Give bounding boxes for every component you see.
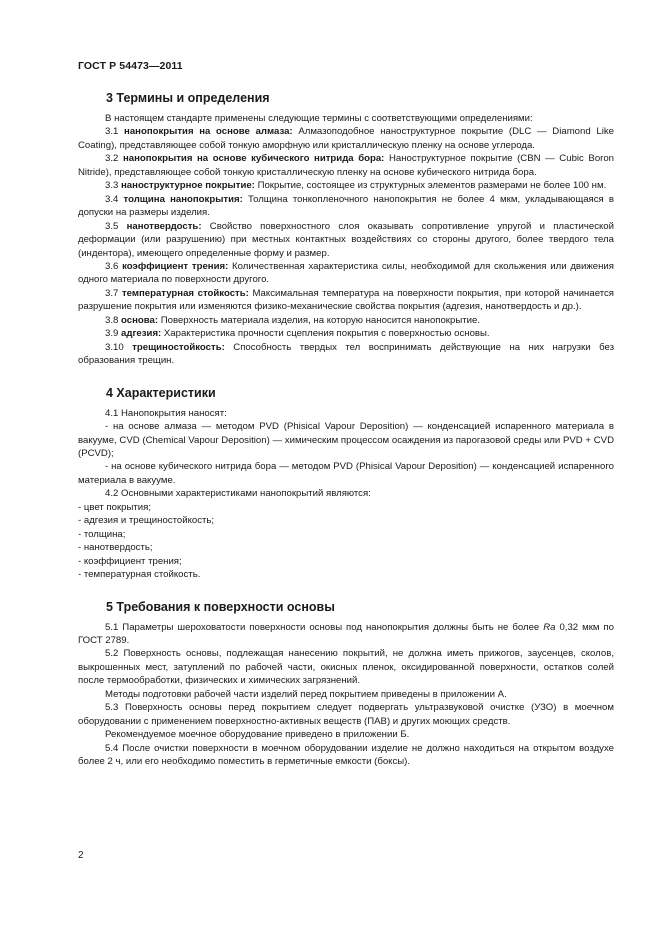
term-number: 3.1 bbox=[105, 126, 119, 138]
section-title: 4 Характеристики bbox=[106, 385, 216, 400]
term-name: толщина нанопокрытия: bbox=[123, 193, 243, 205]
term-definition bbox=[78, 287, 614, 314]
section-characteristics bbox=[78, 386, 614, 582]
term-definition bbox=[78, 125, 614, 152]
term-name: основа: bbox=[121, 314, 159, 326]
term-definition bbox=[78, 193, 614, 220]
term-name: наноструктурное покрытие: bbox=[121, 180, 255, 192]
term-text: Свойство поверхностного слоя оказывать сопротивление упругой и пластической деформации (или разрушению) при местных контактных воздействиях со стороны другого, более твердого тела (индентора), имеющего определенные форму и размер. bbox=[78, 220, 614, 259]
term-number: 3.6 bbox=[105, 260, 119, 272]
term-name: коэффициент трения: bbox=[122, 260, 229, 272]
term-name: нанотвердость: bbox=[126, 220, 202, 232]
paragraph: В настоящем стандарте применены следующие термины с соответствующими определениями: bbox=[105, 113, 533, 124]
list-item: - на основе кубического нитрида бора — методом PVD (Phisical Vapour Deposition) — конденсацией испаренного материала в вакууме. bbox=[78, 461, 614, 486]
term-number: 3.9 bbox=[105, 328, 119, 340]
term-text: Толщина тонкопленочного нанопокрытия не более 4 мкм, укладывающаяся в допуски на размеры изделия. bbox=[78, 193, 614, 219]
term-definition bbox=[78, 152, 614, 179]
term-name: температурная стойкость: bbox=[121, 287, 249, 299]
paragraph: 5.2 Поверхность основы, подлежащая нанесению покрытий, не должна иметь прижогов, заусенцев, сколов, выкрошенных мест, затуплений по рабочей части, окисных пленок, оксидированной поверхности, остатков солей после термообработки, физических и химических загрязнений. bbox=[78, 648, 614, 687]
term-number: 3.8 bbox=[105, 314, 119, 326]
term-number: 3.4 bbox=[105, 193, 119, 205]
term-number: 3.2 bbox=[105, 153, 119, 165]
paragraph: 4.2 Основными характеристиками нанопокрытий являются: bbox=[105, 488, 371, 500]
paragraph: 4.1 Нанопокрытия наносят: bbox=[105, 407, 227, 419]
list-item: - на основе алмаза — методом PVD (Phisical Vapour Deposition) — конденсацией испаренного материала в вакууме, CVD (Chemical Vapour Deposition) — химическим процессом осаждения из парогазовой среды или PVD + CVD (PCVD); bbox=[78, 421, 614, 459]
roughness-symbol: Ra bbox=[543, 621, 556, 633]
term-number: 3.5 bbox=[105, 220, 119, 232]
paragraph: 5.1 Параметры шероховатости поверхности основы под нанопокрытия должны быть не более Ra 0,32 мкм по ГОСТ 2789. bbox=[78, 621, 615, 646]
list-item: - нанотвердость; bbox=[78, 542, 153, 554]
term-text: Покрытие, состоящее из структурных элементов размерами не более 100 нм. bbox=[257, 180, 607, 192]
paragraph: 5.3 Поверхность основы перед покрытием следует подвергать ультразвуковой очистке (УЗО) в моечном оборудовании с применением поверхностно-активных веществ (ПАВ) и других моющих средств. bbox=[78, 702, 614, 727]
term-name: нанопокрытия на основе кубического нитрида бора: bbox=[122, 153, 385, 165]
term-text: Способность твердых тел воспринимать действующие на них нагрузки без образования трещин. bbox=[78, 341, 614, 367]
paragraph: Методы подготовки рабочей части изделий перед покрытием приведены в приложении А. bbox=[105, 688, 507, 700]
term-definition bbox=[78, 179, 614, 192]
term-text: Алмазоподобное наноструктурное покрытие (DLC — Diamond Like Coating), представляющее собой тонкую аморфную или кристаллическую пленку на основе углерода. bbox=[78, 126, 614, 151]
term-definition bbox=[78, 327, 614, 340]
paragraph: 5.4 После очистки поверхности в моечном оборудовании изделие не должно находиться на открытом воздухе более 2 ч, или его необходимо поместить в герметичные емкости (боксы). bbox=[78, 742, 614, 768]
section-surface-requirements bbox=[78, 600, 614, 769]
standard-code: ГОСТ Р 54473—2011 bbox=[78, 60, 183, 72]
term-number: 3.10 bbox=[105, 341, 124, 353]
document-body bbox=[78, 91, 614, 768]
term-definition bbox=[78, 260, 614, 287]
term-name: трещиностойкость: bbox=[132, 341, 225, 353]
term-number: 3.7 bbox=[105, 287, 119, 299]
term-definition bbox=[78, 341, 614, 368]
term-name: адгезия: bbox=[121, 328, 162, 340]
list-item: - толщина; bbox=[78, 528, 126, 540]
term-text: Количественная характеристика силы, необходимой для скольжения или движения одного материала по поверхности другого. bbox=[78, 260, 614, 286]
term-text: Максимальная температура на поверхности покрытия, при которой начинается разрушение покрытия или изменяются физико-механические свойства покрытия (адгезия, нанотвердость и др.). bbox=[78, 287, 614, 313]
list-item: - коэффициент трения; bbox=[78, 555, 182, 567]
term-text: Наноструктурное покрытие (CBN — Cubic Boron Nitride), представляющее собой тонкую кристаллическую пленку на основе кубического нитрида бора. bbox=[78, 153, 615, 178]
section-title: 3 Термины и определения bbox=[106, 91, 270, 105]
paragraph: Рекомендуемое моечное оборудование приведено в приложении Б. bbox=[105, 729, 410, 741]
term-text: Характеристика прочности сцепления покрытия с поверхностью основы. bbox=[163, 328, 490, 340]
list-item: - цвет покрытия; bbox=[78, 501, 151, 513]
list-item: - адгезия и трещиностойкость; bbox=[78, 515, 215, 527]
term-number: 3.3 bbox=[105, 180, 119, 192]
section-title: 5 Требования к поверхности основы bbox=[106, 599, 335, 614]
term-name: нанопокрытия на основе алмаза: bbox=[124, 126, 293, 138]
page-number: 2 bbox=[78, 850, 84, 861]
term-definition bbox=[78, 314, 614, 327]
term-definition bbox=[78, 220, 614, 260]
list-item: - температурная стойкость. bbox=[78, 569, 201, 581]
section-terms bbox=[78, 91, 614, 368]
term-text: Поверхность материала изделия, на которую наносится нанопокрытие. bbox=[160, 314, 480, 326]
